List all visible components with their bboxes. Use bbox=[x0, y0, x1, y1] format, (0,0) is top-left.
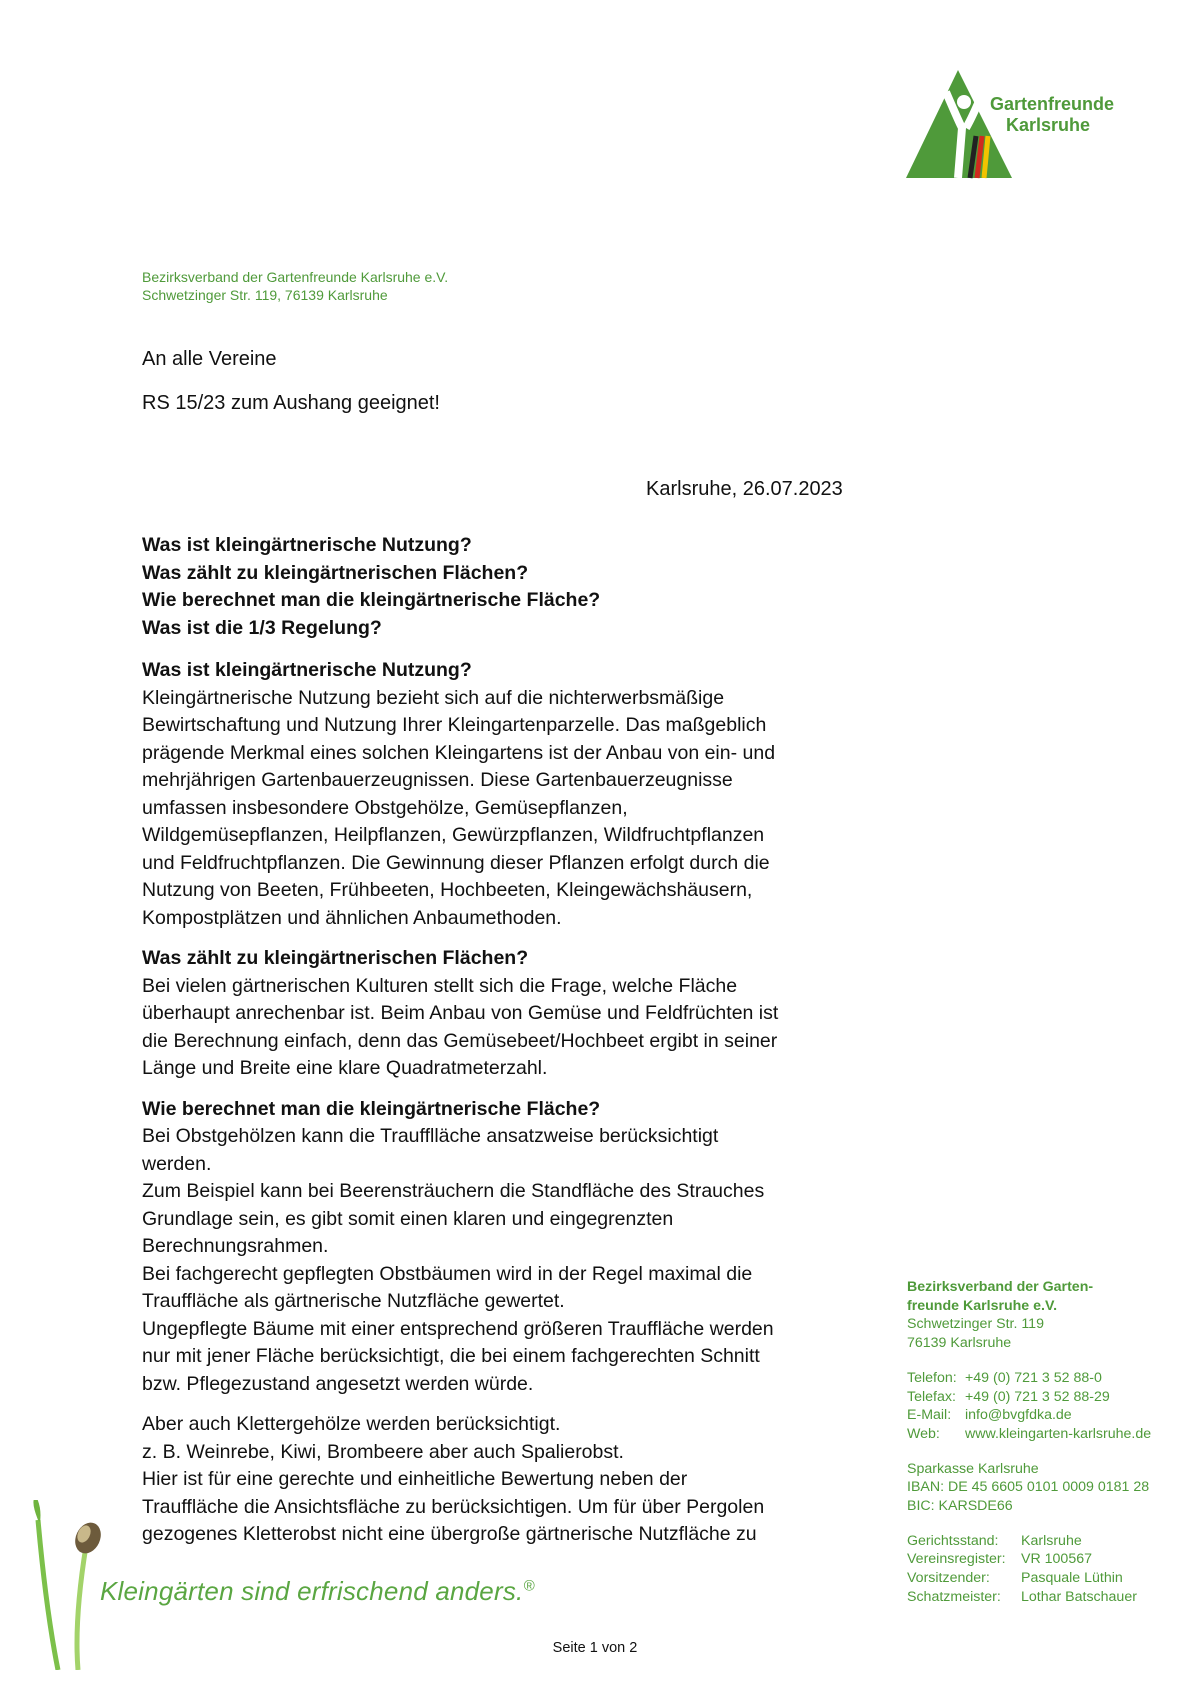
text-line: und Feldfruchtpflanzen. Die Gewinnung dieser Pflanzen erfolgt durch die bbox=[142, 851, 770, 874]
gericht-label: Gerichtsstand: bbox=[907, 1532, 999, 1549]
sidebar-vorsitzender bbox=[907, 1569, 1151, 1588]
text-line: bzw. Pflegezustand angesetzt werden würde. bbox=[142, 1372, 534, 1395]
text-line: Trauffläche als gärtnerische Nutzfläche gewertet. bbox=[142, 1290, 565, 1312]
text-line: Wildgemüsepflanzen, Heilpflanzen, Gewürzpflanzen, Wildfruchtpflanzen bbox=[142, 824, 765, 846]
text-line: mehrjährigen Gartenbauerzeugnissen. Diese Gartenbauerzeugnisse bbox=[142, 769, 733, 791]
section-heading: Was zählt zu kleingärtnerischen Flächen? bbox=[142, 947, 529, 969]
sidebar-street: Schwetzinger Str. 119 bbox=[907, 1316, 1044, 1333]
text-line: Bei Obstgehölzen kann die Traufflläche ansatzweise berücksichtigt bbox=[142, 1125, 719, 1147]
sidebar-bank: Sparkasse Karlsruhe bbox=[907, 1460, 1039, 1477]
text-line: Grundlage sein, es gibt somit einen klaren und eingegrenzten bbox=[142, 1207, 674, 1230]
sidebar-bic: BIC: KARSDE66 bbox=[907, 1498, 1013, 1515]
section-nutzung bbox=[142, 657, 882, 932]
section-klettergehoelze bbox=[142, 1411, 882, 1549]
sidebar-gerichtsstand bbox=[907, 1532, 1151, 1551]
question-item: Was ist kleingärtnerische Nutzung? bbox=[142, 534, 472, 556]
registered-mark: ® bbox=[523, 1577, 535, 1595]
text-line: die Berechnung einfach, denn das Gemüsebeet/Hochbeet ergibt in seiner bbox=[142, 1029, 778, 1052]
recipient: An alle Vereine bbox=[142, 348, 277, 370]
text-line: Kompostplätzen und ähnlichen Anbaumethoden. bbox=[142, 906, 562, 929]
sidebar-telefon bbox=[907, 1369, 1151, 1388]
email-value[interactable]: info@bvgfdka.de bbox=[965, 1407, 1072, 1424]
register-label: Vereinsregister: bbox=[907, 1551, 1006, 1568]
web-label: Web: bbox=[907, 1425, 940, 1442]
text-line: Zum Beispiel kann bei Beerensträuchern die Standfläche des Strauches bbox=[142, 1180, 765, 1202]
logo-line1: Gartenfreunde bbox=[990, 94, 1115, 114]
question-list bbox=[142, 532, 882, 642]
sidebar-vereinsregister bbox=[907, 1550, 1151, 1569]
text-line: z. B. Weinrebe, Kiwi, Brombeere aber auch Spalierobst. bbox=[142, 1440, 624, 1463]
circular-number: RS 15/23 zum Aushang geeignet! bbox=[142, 392, 440, 414]
text-line: Länge und Breite eine klare Quadratmeterzahl. bbox=[142, 1057, 548, 1079]
vorsitz-label: Vorsitzender: bbox=[907, 1570, 990, 1587]
text-line: Bei fachgerecht gepflegten Obstbäumen wird in der Regel maximal die bbox=[142, 1262, 753, 1285]
sidebar-email bbox=[907, 1406, 1151, 1425]
register-value: VR 100567 bbox=[1021, 1551, 1092, 1568]
sender-line1: Bezirksverband der Gartenfreunde Karlsruhe e.V. bbox=[142, 269, 449, 285]
sender-address bbox=[142, 268, 448, 304]
section-berechnung bbox=[142, 1096, 882, 1399]
web-link[interactable]: www.kleingarten-karlsruhe.de bbox=[965, 1425, 1152, 1442]
slogan bbox=[100, 1576, 535, 1607]
text-line: überhaupt anrechenbar ist. Beim Anbau von Gemüse und Feldfrüchten ist bbox=[142, 1002, 779, 1024]
slogan-text: Kleingärten sind erfrischend anders. bbox=[100, 1576, 524, 1606]
text-line: Ungepflegte Bäume mit einer entsprechend größeren Trauffläche werden bbox=[142, 1317, 774, 1340]
schatz-label: Schatzmeister: bbox=[907, 1588, 1001, 1605]
sidebar-contact bbox=[907, 1278, 1151, 1607]
schatz-value: Lothar Batschauer bbox=[1021, 1588, 1137, 1605]
telefon-value: +49 (0) 721 3 52 88-0 bbox=[965, 1369, 1102, 1386]
question-item: Wie berechnet man die kleingärtnerische Fläche? bbox=[142, 589, 601, 611]
text-line: Nutzung von Beeten, Frühbeeten, Hochbeeten, Kleingewächshäusern, bbox=[142, 879, 753, 901]
email-label: E-Mail: bbox=[907, 1407, 952, 1424]
sidebar-city: 76139 Karlsruhe bbox=[907, 1335, 1012, 1352]
page-number: Seite 1 von 2 bbox=[552, 1640, 638, 1656]
section-heading: Was ist kleingärtnerische Nutzung? bbox=[142, 659, 472, 681]
text-line: Bewirtschaftung und Nutzung Ihrer Kleingartenparzelle. Das maßgeblich bbox=[142, 714, 767, 736]
section-heading: Wie berechnet man die kleingärtnerische Fläche? bbox=[142, 1097, 601, 1120]
telefax-label: Telefax: bbox=[907, 1388, 956, 1405]
section-flaechen bbox=[142, 945, 882, 1083]
text-line: Hier ist für eine gerechte und einheitliche Bewertung neben der bbox=[142, 1468, 688, 1490]
sidebar-org-line2: freunde Karlsruhe e.V. bbox=[907, 1297, 1058, 1314]
text-line: gezogenes Kletterobst nicht eine übergroße gärtnerische Nutzfläche zu bbox=[142, 1523, 757, 1545]
text-line: Kleingärtnerische Nutzung bezieht sich auf die nichterwerbsmäßige bbox=[142, 686, 725, 709]
question-item: Was zählt zu kleingärtnerischen Flächen? bbox=[142, 561, 529, 584]
logo-line2: Karlsruhe bbox=[1006, 115, 1091, 135]
text-line: prägende Merkmal eines solchen Kleingartens ist der Anbau von ein- und bbox=[142, 741, 776, 764]
text-line: Berechnungsrahmen. bbox=[142, 1235, 329, 1257]
telefon-label: Telefon: bbox=[907, 1369, 957, 1386]
telefax-value: +49 (0) 721 3 52 88-29 bbox=[965, 1388, 1110, 1405]
sidebar-web bbox=[907, 1425, 1151, 1444]
sidebar-iban: IBAN: DE 45 6605 0101 0009 0181 28 bbox=[907, 1479, 1150, 1496]
text-line: werden. bbox=[142, 1152, 212, 1175]
text-line: Aber auch Klettergehölze werden berücksichtigt. bbox=[142, 1413, 561, 1435]
text-line: umfassen insbesondere Obstgehölze, Gemüsepflanzen, bbox=[142, 796, 628, 819]
letter-body bbox=[142, 532, 882, 1549]
sidebar-telefax bbox=[907, 1388, 1151, 1407]
logo-wordmark bbox=[990, 94, 1114, 136]
text-line: Bei vielen gärtnerischen Kulturen stellt sich die Frage, welche Fläche bbox=[142, 974, 738, 997]
letter-date: Karlsruhe, 26.07.2023 bbox=[646, 478, 843, 500]
gericht-value: Karlsruhe bbox=[1021, 1532, 1082, 1549]
text-line: nur mit jener Fläche berücksichtigt, die bei einem fachgerechten Schnitt bbox=[142, 1345, 760, 1367]
sender-line2: Schwetzinger Str. 119, 76139 Karlsruhe bbox=[142, 287, 388, 303]
text-line: Trauffläche die Ansichtsfläche zu berücksichtigen. Um für über Pergolen bbox=[142, 1495, 765, 1518]
sidebar-org-line1: Bezirksverband der Garten- bbox=[907, 1279, 1094, 1295]
sidebar-schatzmeister bbox=[907, 1588, 1151, 1607]
question-item: Was ist die 1/3 Regelung? bbox=[142, 616, 382, 639]
vorsitz-value: Pasquale Lüthin bbox=[1021, 1570, 1123, 1587]
